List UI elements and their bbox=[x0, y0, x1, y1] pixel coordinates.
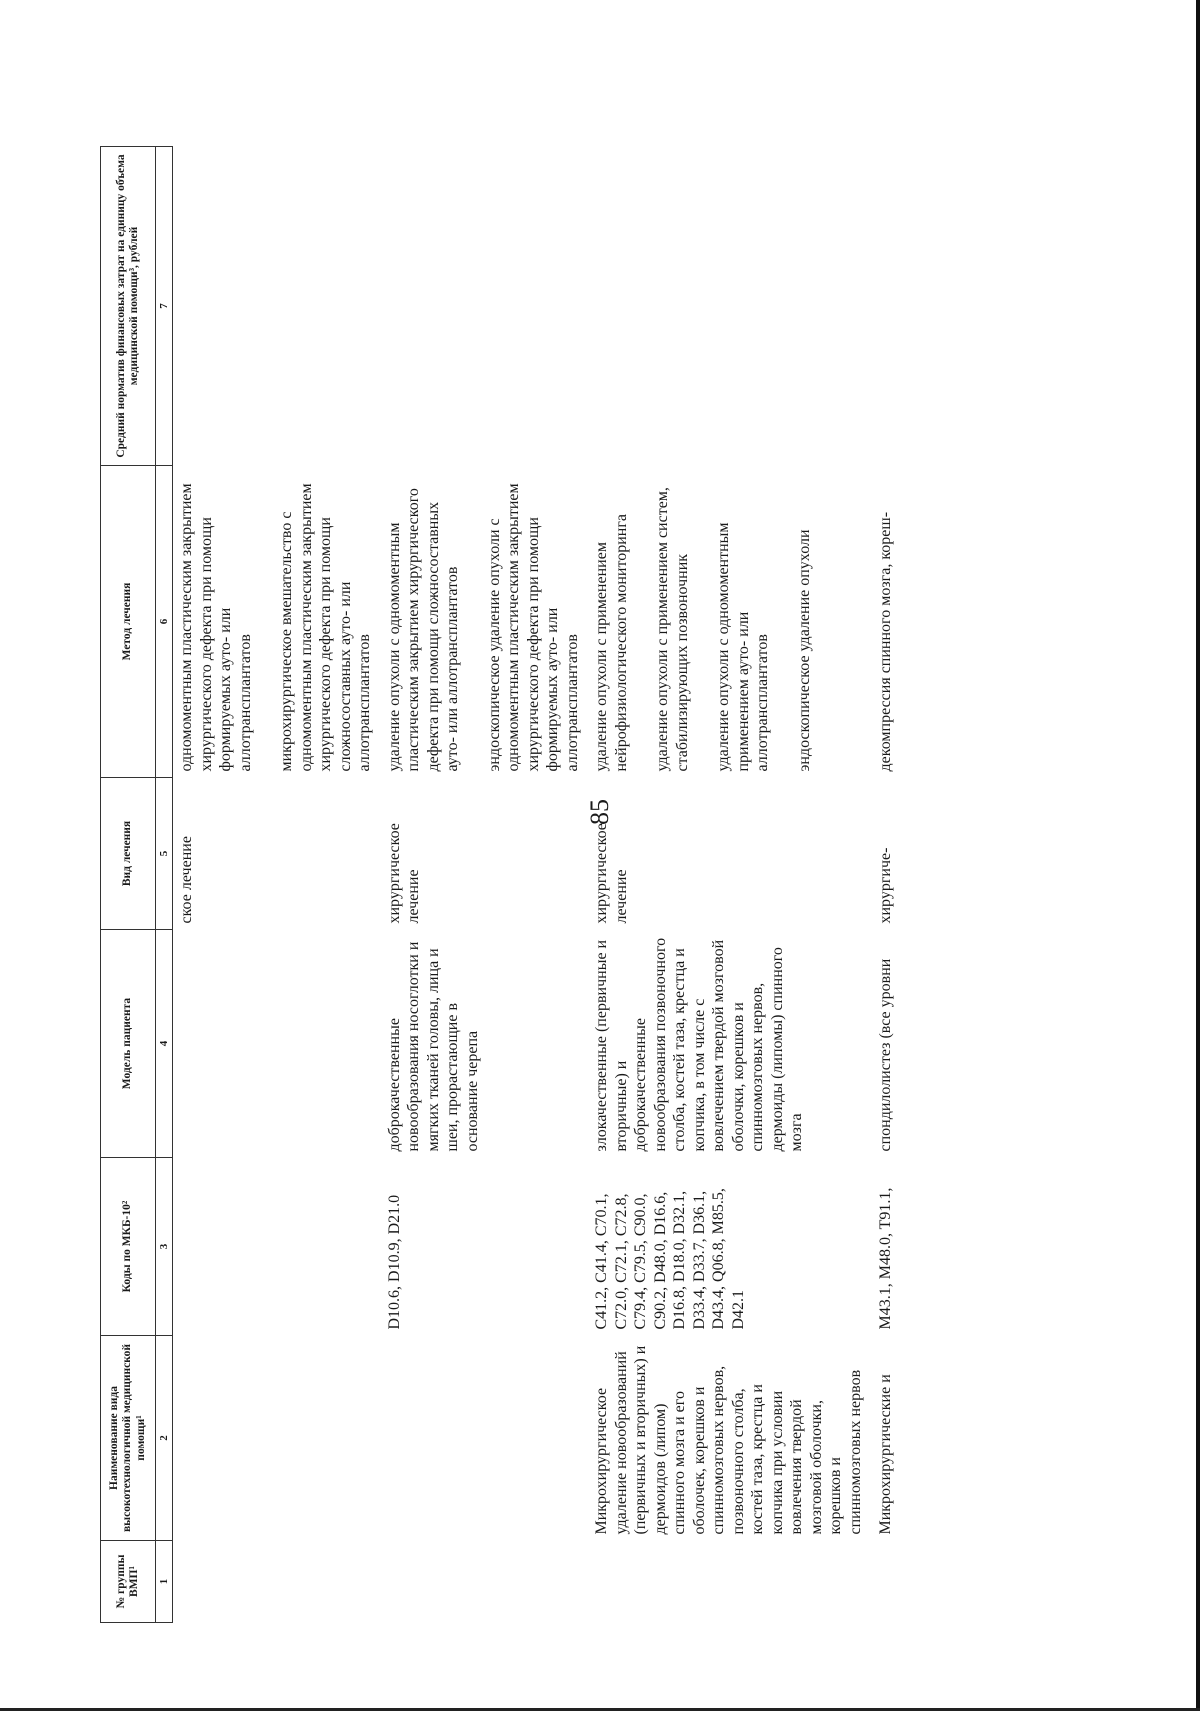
cell-type: хирургическое лечение bbox=[385, 823, 423, 924]
vmp-table bbox=[100, 146, 901, 1623]
cell-name bbox=[173, 1336, 381, 1541]
cell-type: хирургическое лечение bbox=[593, 823, 630, 924]
cell-name: Микрохирургическое удаление новообразований (первичных и вторичных) и дермоидов (липом) спинного мозга и его оболочек, корешков и спинномозговых нервов, позвоночного столба, костей таза, крестца и копчика при условии вовлечения твердой мозговой оболочки, корешков и спинномозговых нервов bbox=[593, 1345, 864, 1535]
method-text: удаление опухоли с применением нейрофизиологического мониторинга bbox=[593, 513, 630, 772]
header-row bbox=[101, 147, 156, 1623]
cell-cost bbox=[173, 147, 381, 466]
method-text: удаление опухоли с одномоментным пластическим закрытием хирургического дефекта при помощи сложносоставных ауто- или аллотрансплантатов bbox=[385, 488, 462, 772]
cell-model: злокачественные (первичные и вторичные) и доброкачественные новообразования позвоночного столба, костей таза, крестца и копчика, в том числе с вовлечением твердой мозговой оболочки, корешков и спинномозговых нервов, дермоиды (липомы) спинного мозга bbox=[593, 937, 806, 1152]
column-number: 3 bbox=[156, 1158, 173, 1336]
cell-name: Микрохирургические и bbox=[876, 1374, 894, 1535]
cell-group bbox=[588, 1541, 871, 1623]
page-number: 85 bbox=[585, 799, 614, 825]
cell-codes: M43.1, M48.0, T91.1, bbox=[876, 1187, 894, 1330]
cell-methods bbox=[588, 466, 871, 778]
method-text: удаление опухоли с применением систем, стабилизирующих позвоночник bbox=[654, 487, 691, 772]
table-row bbox=[381, 147, 589, 1623]
column-number: 4 bbox=[156, 930, 173, 1158]
column-number: 6 bbox=[156, 466, 173, 778]
scan-edge-right bbox=[1196, 0, 1200, 1711]
cell-codes: C41.2, C41.4, C70.1, C72.0, C72.1, C72.8, C79.4, C79.5, C90.0, C90.2, D48.0, D16.6, D16.8, D18.0, D32.1, D33.4, D33.7, D36.1, D43.4, Q06.8, M85.5, D42.1 bbox=[593, 1188, 747, 1330]
table-row bbox=[173, 147, 381, 1623]
cell-type: хирургиче- bbox=[876, 847, 894, 924]
cell-model bbox=[173, 930, 381, 1158]
header-group-number: № группы ВМП¹ bbox=[101, 1541, 156, 1623]
cell-model: спондилолистез (все уровни bbox=[876, 958, 894, 1152]
cell-cost bbox=[872, 147, 902, 466]
header-icd-codes: Коды по МКБ-10² bbox=[101, 1158, 156, 1336]
column-number: 5 bbox=[156, 778, 173, 930]
cell-methods bbox=[173, 466, 381, 778]
method-text: эндоскопическое удаление опухоли с одномоментным пластическим закрытием хирургического дефекта при помощи формируемых ауто- или аллотрансплантатов bbox=[485, 483, 581, 772]
method-text: микрохирургическое вмешательство с одномоментным пластическим закрытием хирургического дефекта при помощи сложносоставных ауто- или аллотрансплантатов bbox=[278, 483, 374, 772]
method-text: удаление опухоли с одномоментным применением ауто- или аллотрансплантатов bbox=[715, 522, 772, 772]
cell-codes: D10.6, D10.9, D21.0 bbox=[385, 1194, 403, 1330]
cell-model: доброкачественные новообразования носоглотки и мягких тканей головы, лица и шеи, прорастающие в основание черепа bbox=[385, 941, 481, 1152]
column-number: 7 bbox=[156, 147, 173, 466]
cell-methods bbox=[872, 466, 902, 778]
cell-cost bbox=[588, 147, 871, 466]
header-patient-model: Модель пациента bbox=[101, 930, 156, 1158]
cell-type: ское лечение bbox=[178, 836, 195, 924]
cell-group bbox=[381, 1541, 589, 1623]
column-number: 2 bbox=[156, 1336, 173, 1541]
cell-cost bbox=[381, 147, 589, 466]
cell-name bbox=[381, 1336, 589, 1541]
column-number-row bbox=[156, 147, 173, 1623]
table-row bbox=[872, 147, 902, 1623]
column-number: 1 bbox=[156, 1541, 173, 1623]
cell-codes bbox=[173, 1158, 381, 1336]
method-text: одномоментным пластическим закрытием хирургического дефекта при помощи формируемых ауто- или аллотрансплантатов bbox=[178, 483, 254, 772]
cell-group bbox=[173, 1541, 381, 1623]
header-treatment-type: Вид лечения bbox=[101, 778, 156, 930]
cell-group bbox=[872, 1541, 902, 1623]
method-text: эндоскопическое удаление опухоли bbox=[795, 529, 813, 772]
table-row bbox=[588, 147, 871, 1623]
header-cost-standard: Средний норматив финансовых затрат на единицу объема медицинской помощи³, рублей bbox=[101, 147, 156, 466]
cell-methods bbox=[381, 466, 589, 778]
header-treatment-method: Метод лечения bbox=[101, 466, 156, 778]
method-text: декомпрессия спинного мозга, кореш- bbox=[876, 511, 894, 772]
header-care-type-name: Наименование вида высокотехнологичной медицинской помощи¹ bbox=[101, 1336, 156, 1541]
